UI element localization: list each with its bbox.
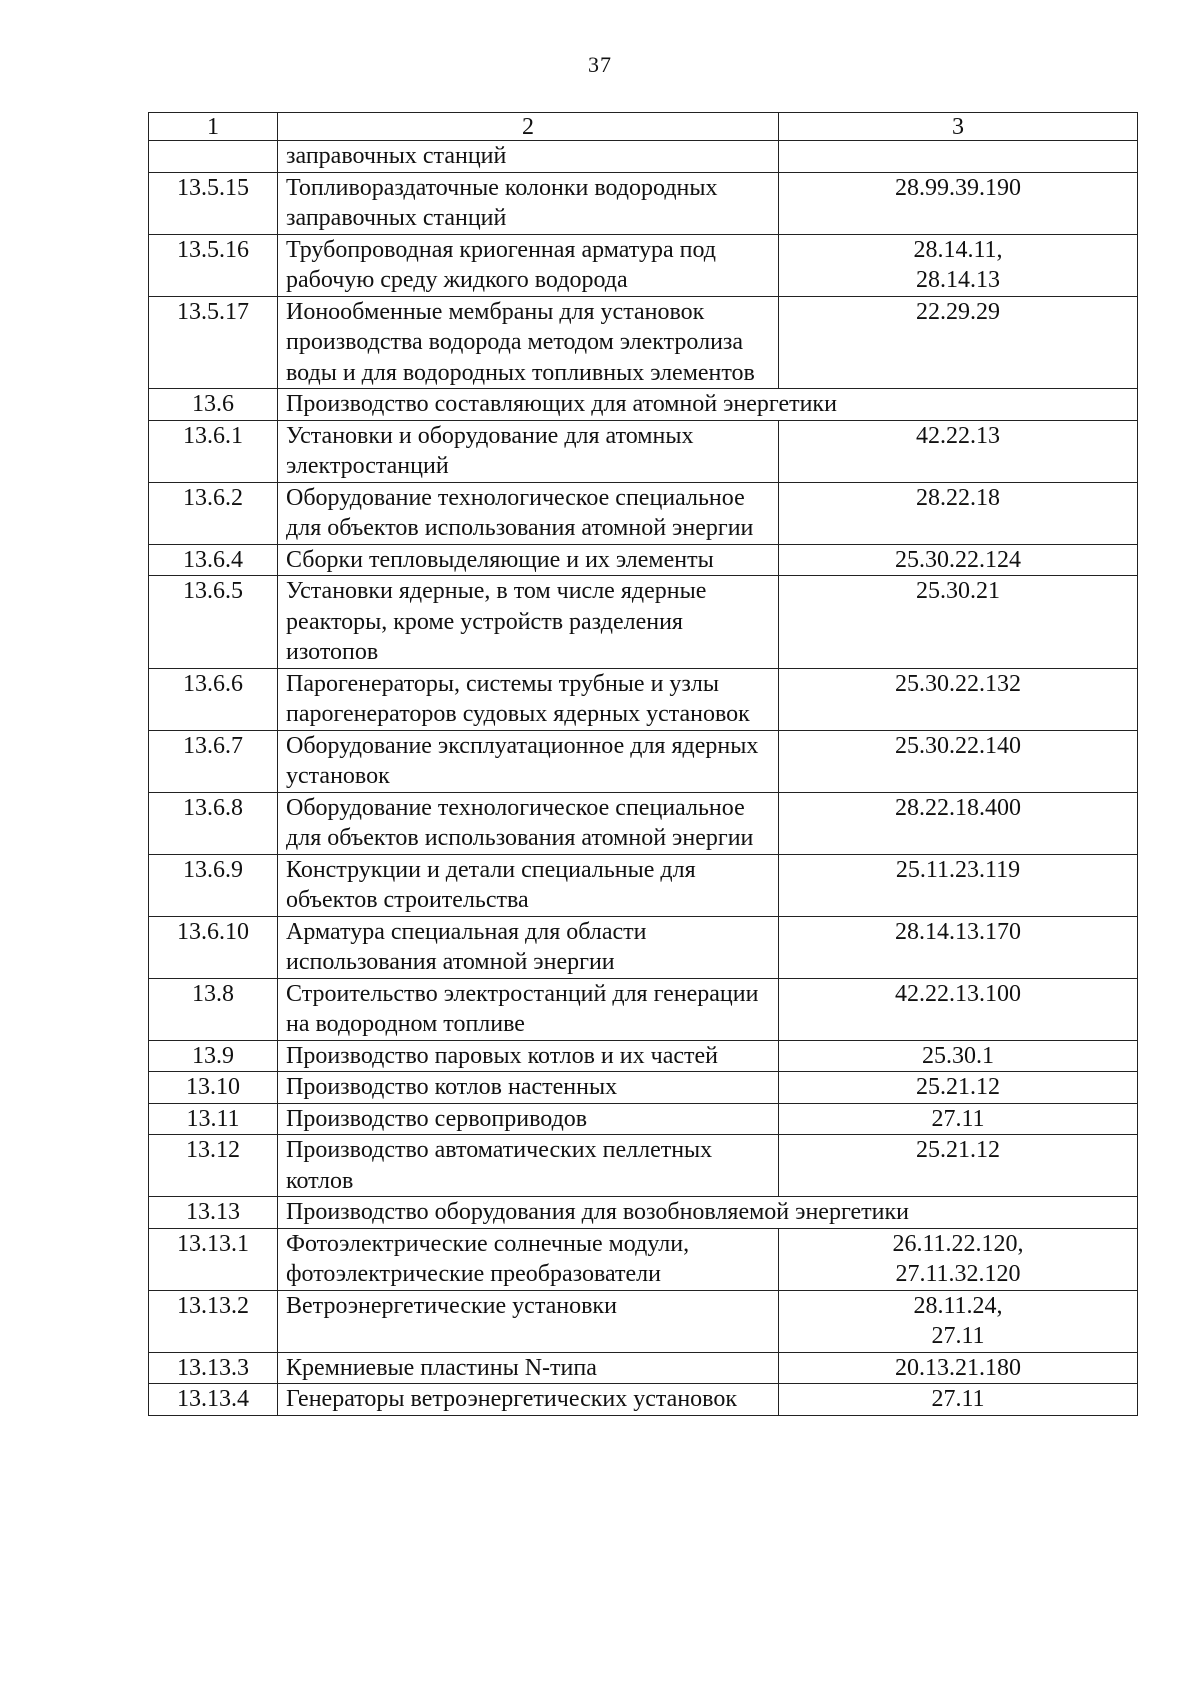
row-code-cell (779, 234, 1138, 296)
row-description: Сборки тепловыделяющие и их элементы (278, 544, 779, 576)
row-number: 13.10 (149, 1072, 278, 1104)
row-number: 13.6.4 (149, 544, 278, 576)
row-code-cell (779, 1040, 1138, 1072)
row-number: 13.13 (149, 1197, 278, 1229)
okpd-code: 25.30.21 (916, 578, 1000, 604)
row-code-cell (779, 172, 1138, 234)
row-description: Установки ядерные, в том числе ядерные реакторы, кроме устройств разделения изотопов (278, 576, 779, 669)
row-number: 13.5.17 (149, 296, 278, 389)
row-code-cell (779, 1135, 1138, 1197)
row-code-cell (779, 482, 1138, 544)
okpd-code: 26.11.22.120, (892, 1230, 1024, 1257)
table-row (149, 1352, 1138, 1384)
row-code-cell (779, 668, 1138, 730)
table-row (149, 1072, 1138, 1104)
table-row (149, 141, 1138, 173)
table-row (149, 854, 1138, 916)
table-header-row (149, 113, 1138, 141)
row-number: 13.5.16 (149, 234, 278, 296)
table-row (149, 1384, 1138, 1416)
okpd-code: 25.30.1 (922, 1042, 994, 1069)
row-number: 13.12 (149, 1135, 278, 1197)
row-number: 13.6.5 (149, 576, 278, 669)
table-row (149, 730, 1138, 792)
row-description: заправочных станций (278, 141, 779, 173)
row-description: Фотоэлектрические солнечные модули, фотоэлектрические преобразователи (278, 1228, 779, 1290)
row-description: Строительство электростанций для генерации на водородном топливе (278, 978, 779, 1040)
row-code-cell (779, 730, 1138, 792)
row-description: Ионообменные мембраны для установок производства водорода методом электролиза воды и для водородных топливных элементов (278, 296, 779, 389)
okpd-code: 42.22.13.100 (895, 980, 1021, 1007)
row-code-cell (779, 978, 1138, 1040)
okpd-code: 28.14.11, (913, 236, 1003, 263)
row-number: 13.6.1 (149, 420, 278, 482)
okpd-code: 25.30.22.132 (895, 670, 1021, 697)
row-description: Топливораздаточные колонки водородных заправочных станций (278, 172, 779, 234)
table-row (149, 1290, 1138, 1352)
row-code-cell (779, 576, 1138, 669)
okpd-code: 25.11.23.119 (895, 856, 1021, 883)
section-title: Производство оборудования для возобновляемой энергетики (278, 1197, 1138, 1229)
row-code-cell (779, 420, 1138, 482)
table-row (149, 1135, 1138, 1197)
column-header-code: 3 (779, 113, 1138, 141)
row-description: Ветроэнергетические установки (278, 1290, 779, 1352)
okpd-code: 28.14.13.170 (895, 918, 1021, 945)
table-row (149, 1228, 1138, 1290)
row-code-cell (779, 792, 1138, 854)
row-number: 13.9 (149, 1040, 278, 1072)
okpd-code (787, 141, 1129, 172)
row-description: Производство сервоприводов (278, 1103, 779, 1135)
okpd-code: 25.21.12 (916, 1074, 1000, 1100)
row-code-cell (779, 141, 1138, 173)
row-number: 13.13.3 (149, 1352, 278, 1384)
row-number: 13.13.4 (149, 1384, 278, 1416)
okpd-code: 20.13.21.180 (895, 1354, 1021, 1381)
okpd-code: 25.30.22.140 (895, 732, 1021, 759)
row-code-cell (779, 1103, 1138, 1135)
table-row (149, 792, 1138, 854)
table-row (149, 576, 1138, 669)
okpd-code: 27.11 (931, 1105, 985, 1132)
row-number: 13.13.1 (149, 1228, 278, 1290)
table-row (149, 1040, 1138, 1072)
okpd-code: 22.29.29 (916, 298, 1000, 325)
okpd-code: 42.22.13 (916, 422, 1000, 449)
table-row (149, 172, 1138, 234)
row-number: 13.6.2 (149, 482, 278, 544)
row-code-cell (779, 916, 1138, 978)
row-number: 13.6 (149, 389, 278, 421)
okpd-code: 28.22.18.400 (895, 794, 1021, 821)
table-row (149, 544, 1138, 576)
row-number: 13.11 (149, 1103, 278, 1135)
table-row (149, 420, 1138, 482)
row-code-cell (779, 1352, 1138, 1384)
row-description: Трубопроводная криогенная арматура под рабочую среду жидкого водорода (278, 234, 779, 296)
table-row (149, 482, 1138, 544)
row-description: Кремниевые пластины N-типа (278, 1352, 779, 1384)
row-number: 13.8 (149, 978, 278, 1040)
okpd-code: 25.30.22.124 (895, 546, 1021, 573)
row-code-cell (779, 296, 1138, 389)
table-row (149, 668, 1138, 730)
row-description: Оборудование эксплуатационное для ядерных установок (278, 730, 779, 792)
row-number: 13.5.15 (149, 172, 278, 234)
section-row (149, 389, 1138, 421)
row-description: Производство автоматических пеллетных котлов (278, 1135, 779, 1197)
row-code-cell (779, 1290, 1138, 1352)
row-description: Установки и оборудование для атомных электростанций (278, 420, 779, 482)
row-number: 13.6.10 (149, 916, 278, 978)
table-row (149, 916, 1138, 978)
table-row (149, 978, 1138, 1040)
row-number: 13.6.7 (149, 730, 278, 792)
okpd-code: 25.21.12 (916, 1137, 1000, 1163)
okpd-code: 27.11 (931, 1323, 985, 1349)
row-description: Производство котлов настенных (278, 1072, 779, 1104)
okpd-code: 28.11.24, (913, 1292, 1003, 1319)
row-description: Конструкции и детали специальные для объектов строительства (278, 854, 779, 916)
okpd-code: 28.22.18 (916, 484, 1000, 511)
row-description: Производство паровых котлов и их частей (278, 1040, 779, 1072)
row-code-cell (779, 1228, 1138, 1290)
row-number: 13.13.2 (149, 1290, 278, 1352)
section-title: Производство составляющих для атомной энергетики (278, 389, 1138, 421)
row-description: Оборудование технологическое специальное для объектов использования атомной энергии (278, 482, 779, 544)
row-description: Генераторы ветроэнергетических установок (278, 1384, 779, 1416)
okpd-code: 28.14.13 (916, 267, 1000, 293)
okpd-code: 27.11 (931, 1386, 985, 1412)
row-number: 13.6.6 (149, 668, 278, 730)
table-row (149, 234, 1138, 296)
row-code-cell (779, 544, 1138, 576)
row-description: Оборудование технологическое специальное для объектов использования атомной энергии (278, 792, 779, 854)
table-row (149, 1103, 1138, 1135)
section-row (149, 1197, 1138, 1229)
table-body (149, 141, 1138, 1416)
row-code-cell (779, 854, 1138, 916)
classification-table (148, 112, 1138, 1416)
page-number: 37 (588, 52, 612, 77)
row-description: Парогенераторы, системы трубные и узлы парогенераторов судовых ядерных установок (278, 668, 779, 730)
row-description: Арматура специальная для области использования атомной энергии (278, 916, 779, 978)
okpd-code: 27.11.32.120 (895, 1261, 1021, 1287)
row-code-cell (779, 1072, 1138, 1104)
table-row (149, 296, 1138, 389)
column-header-description: 2 (278, 113, 779, 141)
row-number: 13.6.9 (149, 854, 278, 916)
column-header-number: 1 (149, 113, 278, 141)
row-code-cell (779, 1384, 1138, 1416)
row-number: 13.6.8 (149, 792, 278, 854)
row-number (149, 141, 278, 173)
okpd-code: 28.99.39.190 (895, 174, 1021, 201)
